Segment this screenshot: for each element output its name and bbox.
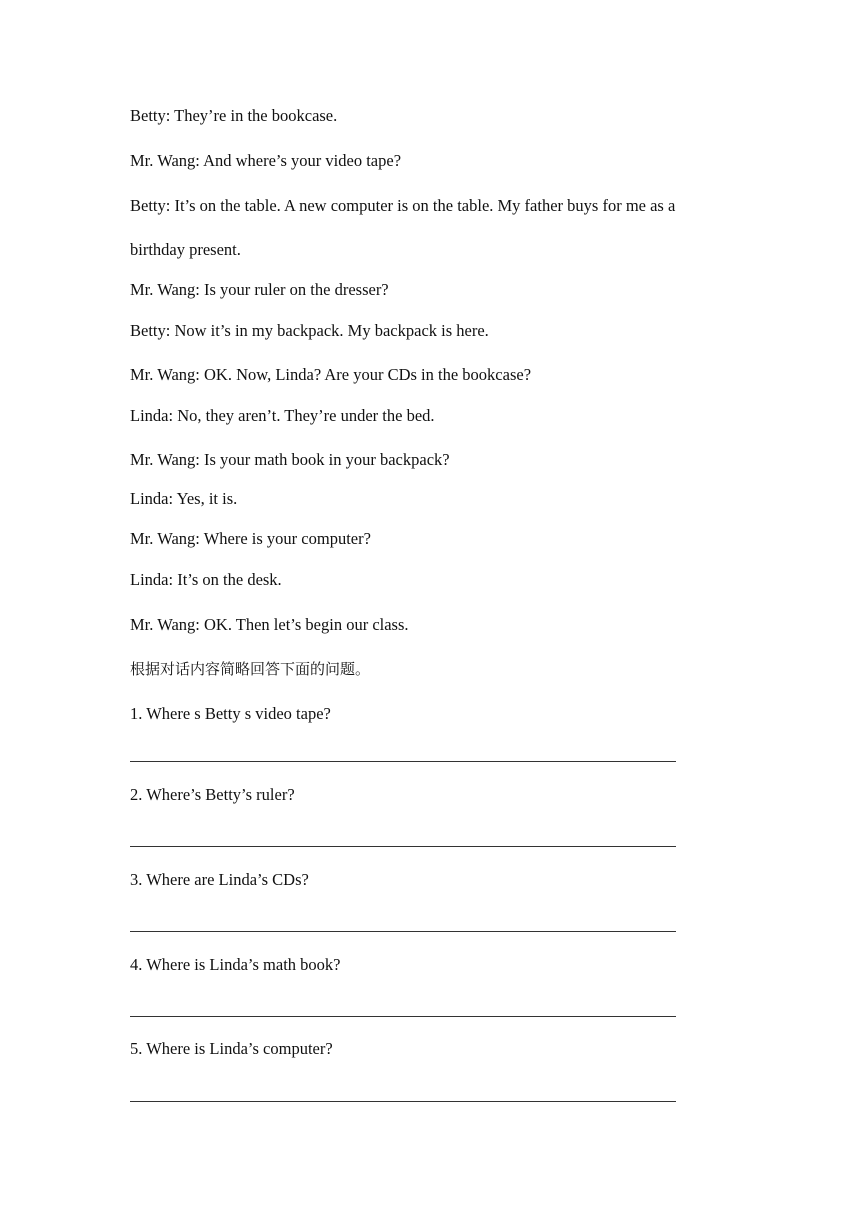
dialogue-line: Betty: It’s on the table. A new computer is on the table. My father buys for me as a [130,196,676,215]
answer-line-3[interactable] [130,931,676,932]
dialogue-line: Betty: Now it’s in my backpack. My backpack is here. [130,321,489,340]
dialogue-line: Linda: Yes, it is. [130,489,238,508]
answer-line-5[interactable] [130,1101,676,1102]
dialogue-line: Mr. Wang: Where is your computer? [130,529,371,548]
question-4: 4. Where is Linda’s math book? [130,955,341,974]
dialogue-line: Betty: They’re in the bookcase. [130,106,338,125]
answer-line-4[interactable] [130,1016,676,1017]
question-5: 5. Where is Linda’s computer? [130,1039,333,1058]
dialogue-line: Mr. Wang: Is your ruler on the dresser? [130,280,389,299]
instruction-text: 根据对话内容简略回答下面的问题。 [130,660,371,678]
dialogue-line: Linda: No, they aren’t. They’re under the bed. [130,406,435,425]
dialogue-line: Mr. Wang: OK. Now, Linda? Are your CDs in the bookcase? [130,365,532,384]
question-2: 2. Where’s Betty’s ruler? [130,785,295,804]
dialogue-line: Mr. Wang: OK. Then let’s begin our class. [130,615,409,634]
question-1: 1. Where s Betty s video tape? [130,704,331,723]
dialogue-line: Mr. Wang: And where’s your video tape? [130,151,402,170]
answer-line-2[interactable] [130,846,676,847]
answer-line-1[interactable] [130,761,676,762]
dialogue-line: Linda: It’s on the desk. [130,570,282,589]
dialogue-line: Mr. Wang: Is your math book in your backpack? [130,450,450,469]
question-3: 3. Where are Linda’s CDs? [130,870,309,889]
dialogue-line: birthday present. [130,240,241,259]
